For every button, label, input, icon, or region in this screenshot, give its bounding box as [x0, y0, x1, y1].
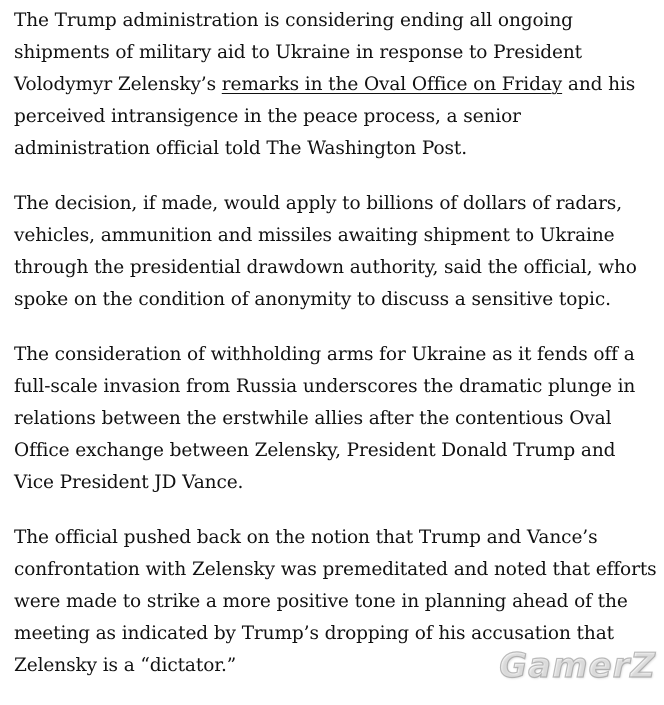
gamerz-watermark: GamerZ: [499, 646, 656, 686]
article-body: [14, 5, 658, 705]
paragraph-3: The consideration of withholding arms for Ukraine as it fends off a full-scale invasion from Russia underscores the dramatic plunge in relations between the erstwhile allies after the contentious Oval Office exchange between Zelensky, President Donald Trump and Vice President JD Vance.: [14, 344, 636, 493]
paragraph-1-text-end: and his perceived intransigence in the peace process, a senior administration official told The Washington Post.: [14, 74, 636, 159]
paragraph-1-text-start: The Trump administration is considering ending all ongoing shipments of military aid to Ukraine in response to President Volodymyr Zelensky’s: [14, 10, 582, 95]
oval-office-remarks-link[interactable]: remarks in the Oval Office on Friday: [221, 74, 563, 95]
paragraph-1: [14, 5, 658, 165]
paragraph-4: The official pushed back on the notion that Trump and Vance’s confrontation with Zelensky was premeditated and noted that efforts were made to strike a more positive tone in planning ahead of the meeting as indicated by Trump’s dropping of his accusation that Zelensky is a “dictator.”: [14, 527, 657, 676]
paragraph-2: The decision, if made, would apply to billions of dollars of radars, vehicles, ammunition and missiles awaiting shipment to Ukraine through the presidential drawdown authority, said the official, who spoke on the condition of anonymity to discuss a sensitive topic.: [14, 193, 637, 310]
